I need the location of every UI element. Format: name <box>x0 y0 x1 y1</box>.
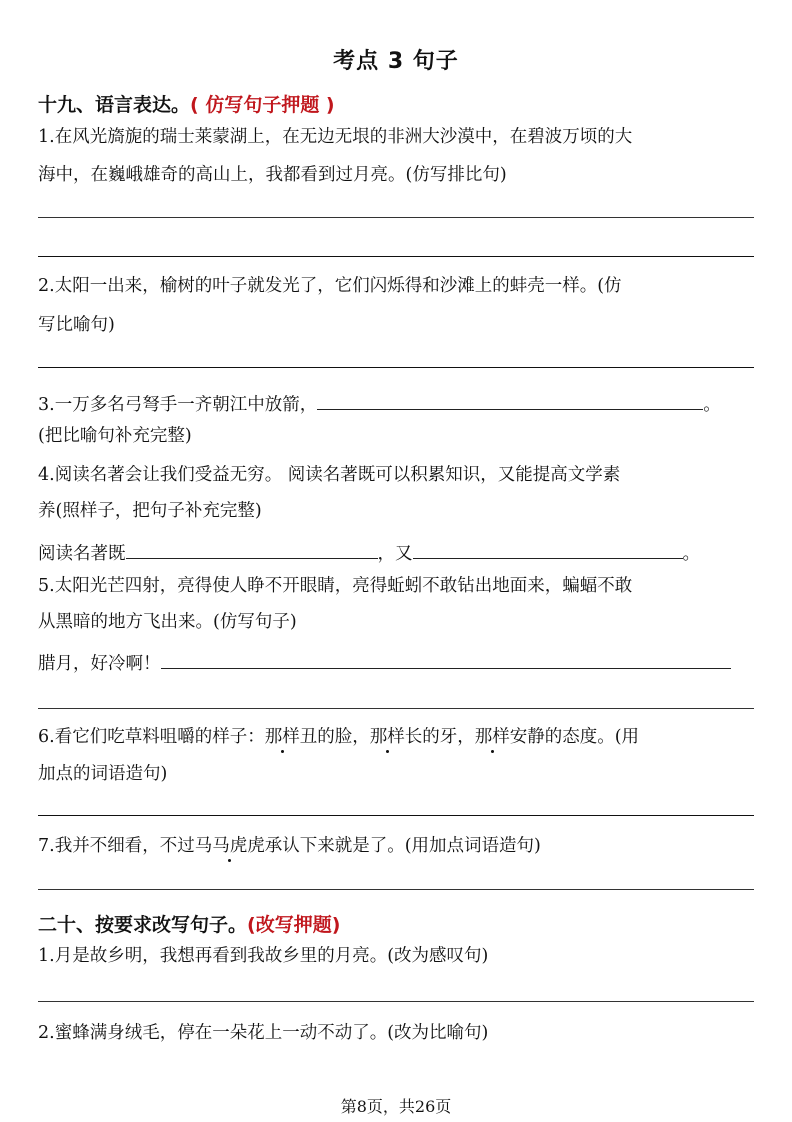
answer-line[interactable] <box>38 889 754 890</box>
q19-1-line1: 1.在风光旖旎的瑞士莱蒙湖上，在无边无垠的非洲大沙漠中，在碧波万顷的大 <box>38 127 633 147</box>
answer-line[interactable] <box>38 1001 754 1002</box>
section-20-tag: (改写押题) <box>247 914 341 936</box>
answer-line[interactable] <box>38 708 754 709</box>
q19-5-line1: 5.太阳光芒四射，亮得使人睁不开眼睛，亮得蚯蚓不敢钻出地面来，蝙蝠不敢 <box>38 576 633 596</box>
answer-line[interactable] <box>38 217 754 218</box>
q19-1-line2: 海中，在巍峨雄奇的高山上，我都看到过月亮。(仿写排比句) <box>38 165 507 185</box>
page-footer: 第8页，共26页 <box>340 1097 452 1116</box>
q20-2-line: 2.蜜蜂满身绒毛，停在一朵花上一动不动了。(改为比喻句) <box>38 1023 489 1043</box>
blank-fill[interactable] <box>317 391 703 410</box>
dotted-word: 那样 <box>369 727 405 747</box>
q19-7-text: 7.我并不细看，不过 <box>38 836 195 856</box>
q19-3-line2: (把比喻句补充完整) <box>38 426 192 446</box>
blank-fill[interactable] <box>161 650 731 669</box>
section-20-title: 二十、按要求改写句子。 <box>38 914 248 936</box>
q19-2-line1: 2.太阳一出来，榆树的叶子就发光了，它们闪烁得和沙滩上的蚌壳一样。(仿 <box>38 276 622 296</box>
blank-fill[interactable] <box>413 540 683 559</box>
section-20-heading <box>38 910 340 937</box>
q19-5-starter-line <box>38 650 731 674</box>
q19-7-line1 <box>38 838 541 856</box>
q19-4-fill-prefix: 阅读名著既 <box>38 544 126 564</box>
q19-6-line2: 加点的词语造句) <box>38 764 168 784</box>
section-19-heading <box>38 90 335 117</box>
q19-6-text: 安静的态度。(用 <box>509 727 640 747</box>
q19-5-line2: 从黑暗的地方飞出来。(仿写句子) <box>38 612 297 632</box>
q19-7-text: 承认下来就是了。(用加点词语造句) <box>264 836 541 856</box>
page-title: 考点 3 句子 <box>333 49 459 74</box>
q20-1-line: 1.月是故乡明，我想再看到我故乡里的月亮。(改为感叹句) <box>38 946 489 966</box>
answer-line[interactable] <box>38 367 754 368</box>
blank-fill[interactable] <box>126 540 378 559</box>
q19-4-line2: 养(照样子，把句子补充完整) <box>38 501 262 521</box>
q19-2-line2: 写比喻句) <box>38 315 115 335</box>
q19-4-line1: 4.阅读名著会让我们受益无穷。 阅读名著既可以积累知识，又能提高文学素 <box>38 465 621 485</box>
dotted-word: 马马虎虎 <box>194 836 265 856</box>
q19-6-text: 6.看它们吃草料咀嚼的样子： <box>38 727 265 747</box>
q19-3-line1 <box>38 391 721 415</box>
q19-4-fill-mid: ，又 <box>377 544 413 564</box>
q19-3-prefix: 3.一万多名弓弩手一齐朝江中放箭， <box>38 395 318 415</box>
dotted-word: 那样 <box>264 727 300 747</box>
section-19-tag: ( 仿写句子押题 ) <box>190 94 335 116</box>
q19-6-text: 丑的脸， <box>299 727 370 747</box>
q19-3-suffix: 。 <box>703 395 721 415</box>
q19-4-fill-end: 。 <box>682 544 700 564</box>
q19-4-fill-line <box>38 540 700 564</box>
q19-6-line1 <box>38 729 639 747</box>
q19-6-text: 长的牙， <box>404 727 475 747</box>
section-19-title: 十九、语言表达。 <box>38 94 191 116</box>
dotted-word: 那样 <box>474 727 510 747</box>
answer-line[interactable] <box>38 256 754 257</box>
q19-5-starter: 腊月，好冷啊！ <box>38 654 161 674</box>
answer-line[interactable] <box>38 815 754 816</box>
